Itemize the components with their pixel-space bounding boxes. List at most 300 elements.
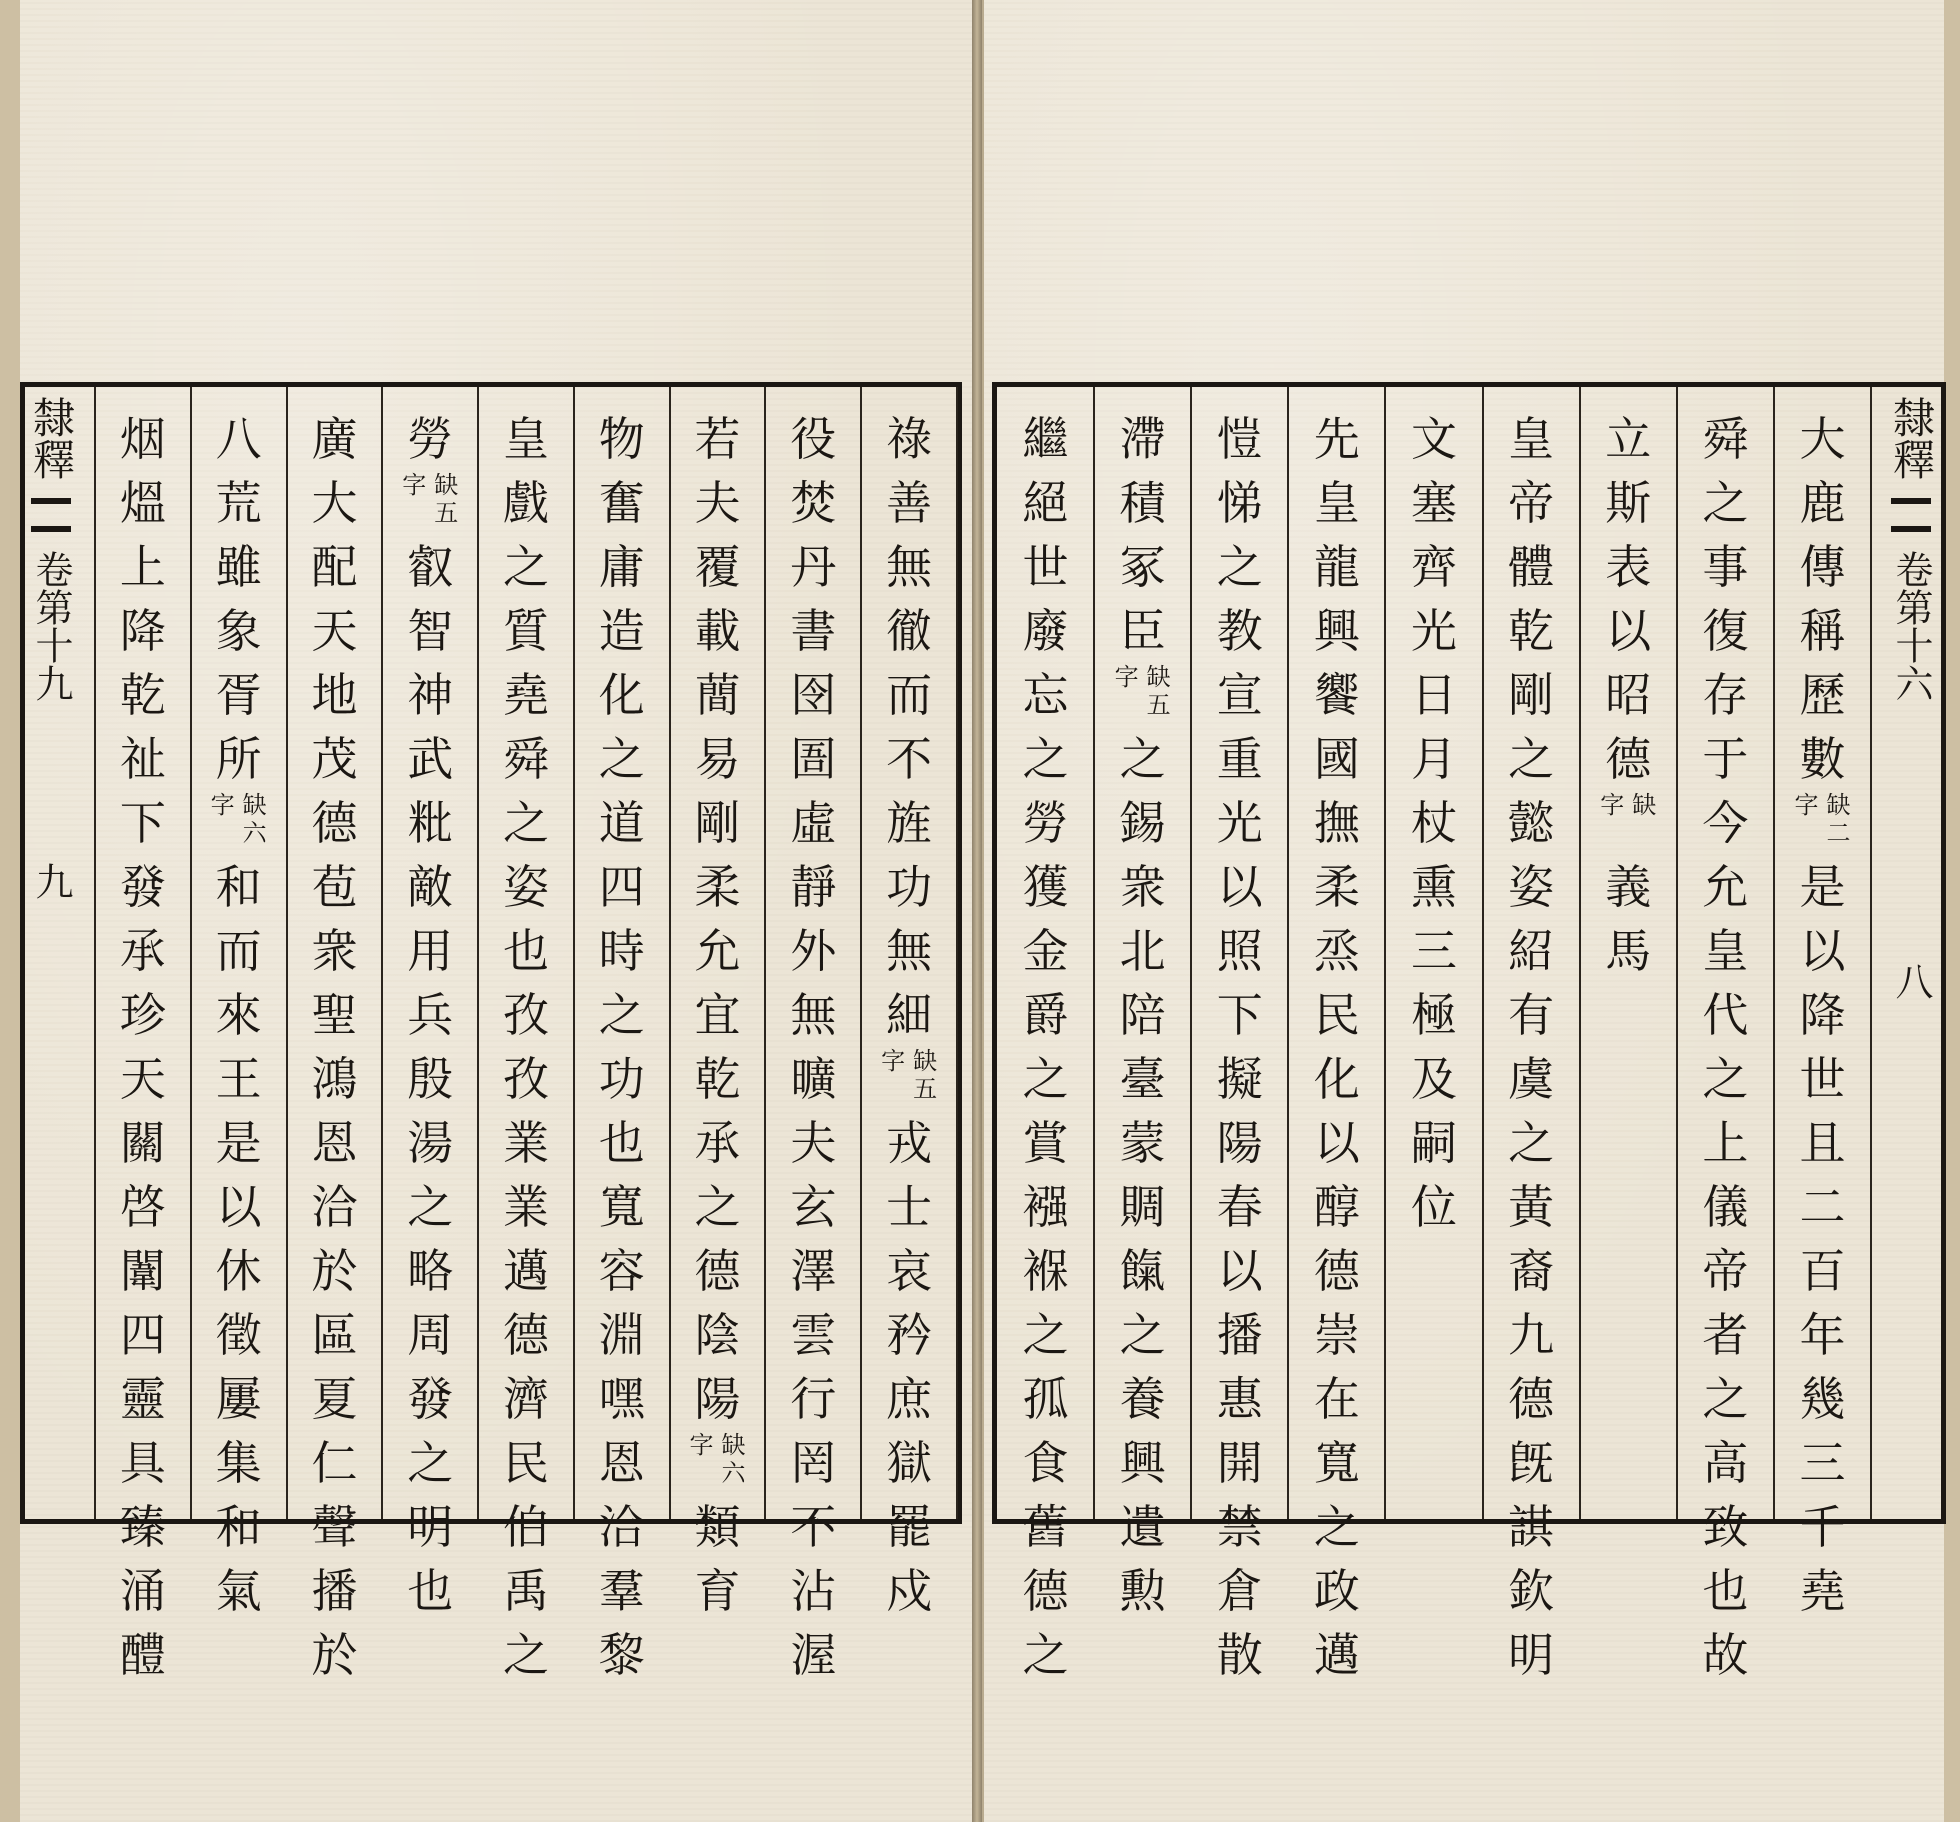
character: 渥	[790, 1628, 837, 1682]
character: 降	[1799, 988, 1846, 1042]
text-column	[394, 407, 466, 1623]
character: 於	[311, 1244, 358, 1298]
text-column	[107, 407, 179, 1687]
character: 鴻	[311, 1052, 358, 1106]
character: 孜	[503, 1052, 549, 1106]
text-column	[1592, 407, 1664, 983]
text-column	[873, 407, 945, 1623]
character: 之	[1022, 1628, 1069, 1682]
character: 造	[598, 604, 645, 658]
character: 養	[1119, 1372, 1166, 1426]
character: 乾	[694, 1052, 741, 1106]
character: 類	[694, 1500, 741, 1554]
character: 義	[1605, 860, 1652, 914]
character: 獄	[886, 1436, 933, 1490]
character: 洽	[311, 1180, 358, 1234]
character: 叡	[407, 540, 454, 594]
character: 兵	[407, 988, 454, 1042]
character: 之	[1022, 1052, 1069, 1106]
character: 塞	[1411, 476, 1457, 530]
lacuna-note-line: 字	[881, 1047, 906, 1075]
lacuna-note-line: 字	[1600, 791, 1625, 819]
character: 之	[1508, 1116, 1555, 1170]
character: 具	[119, 1436, 166, 1490]
character: 略	[407, 1244, 454, 1298]
character: 和	[215, 1500, 262, 1554]
column-rule	[1190, 387, 1192, 1519]
character: 堯	[503, 668, 549, 722]
character: 載	[694, 604, 741, 658]
right-margin-title: 隸釋	[1887, 396, 1936, 480]
character: 黎	[598, 1628, 645, 1682]
character: 啓	[119, 1180, 166, 1234]
lacuna-note	[881, 1047, 937, 1111]
character: 播	[311, 1564, 358, 1618]
character: 宣	[1216, 668, 1263, 722]
character: 荒	[215, 476, 262, 530]
lacuna-note	[1115, 663, 1171, 727]
character: 明	[407, 1500, 454, 1554]
column-rule	[573, 387, 575, 1519]
character: 是	[1799, 860, 1846, 914]
lacuna-note-line: 缺	[1632, 791, 1657, 819]
character: 且	[1799, 1116, 1846, 1170]
character: 茂	[311, 732, 358, 786]
character: 爵	[1022, 988, 1069, 1042]
character: 也	[407, 1564, 454, 1618]
lacuna-note-line: 缺 五	[434, 471, 459, 527]
character: 皇	[1313, 476, 1360, 530]
character: 乾	[119, 668, 166, 722]
text-column	[1204, 407, 1276, 1687]
character: 先	[1313, 412, 1360, 466]
character: 禹	[503, 1564, 549, 1618]
character: 發	[407, 1372, 454, 1426]
character: 懿	[1508, 796, 1555, 850]
left-margin-title: 隸釋	[27, 396, 76, 480]
character: 之	[694, 1180, 741, 1234]
character: 不	[790, 1500, 837, 1554]
character: 獲	[1022, 860, 1069, 914]
character: 遺	[1119, 1500, 1166, 1554]
column-rule	[956, 387, 958, 1519]
character: 羣	[598, 1564, 645, 1618]
character: 智	[407, 604, 454, 658]
character: 伯	[503, 1500, 549, 1554]
character: 易	[694, 732, 741, 786]
character: 禁	[1216, 1500, 1263, 1554]
text-column	[1786, 407, 1858, 1623]
character: 臻	[119, 1500, 166, 1554]
character: 湯	[407, 1116, 454, 1170]
character: 勲	[1119, 1564, 1166, 1618]
column-rule	[860, 387, 862, 1519]
character: 邁	[1313, 1628, 1360, 1682]
character: 事	[1702, 540, 1749, 594]
character: 士	[886, 1180, 933, 1234]
character: 所	[215, 732, 262, 786]
character: 食	[1022, 1436, 1069, 1490]
character: 存	[1702, 668, 1749, 722]
character: 之	[1702, 1372, 1749, 1426]
character: 之	[503, 796, 549, 850]
lacuna-note-line: 字	[402, 471, 427, 499]
character: 滯	[1119, 412, 1166, 466]
character: 褓	[1022, 1244, 1069, 1298]
character: 仁	[311, 1436, 358, 1490]
text-column	[1301, 407, 1373, 1687]
lacuna-note-line: 字	[210, 791, 235, 819]
character: 皇	[1508, 412, 1555, 466]
character: 罔	[790, 1436, 837, 1490]
lacuna-note-line: 缺 六	[242, 791, 267, 847]
character: 月	[1411, 732, 1457, 786]
character: 陪	[1119, 988, 1166, 1042]
character: 象	[215, 604, 262, 658]
character: 明	[1508, 1628, 1555, 1682]
character: 德	[311, 796, 358, 850]
character: 之	[407, 1436, 454, 1490]
character: 罷	[886, 1500, 933, 1554]
character: 餼	[1119, 1244, 1166, 1298]
column-rule	[1482, 387, 1484, 1519]
character: 惠	[1216, 1372, 1263, 1426]
character: 舜	[1702, 412, 1749, 466]
character: 神	[407, 668, 454, 722]
right-text-frame	[992, 382, 1946, 1682]
character: 育	[694, 1564, 741, 1618]
character: 德	[1508, 1372, 1555, 1426]
column-rule	[1093, 387, 1095, 1519]
character: 擬	[1216, 1052, 1263, 1106]
character: 杖	[1411, 796, 1457, 850]
column-rule	[1676, 387, 1678, 1519]
character: 物	[598, 412, 645, 466]
character: 雲	[790, 1308, 837, 1362]
character: 虛	[790, 796, 837, 850]
character: 𠄘	[119, 924, 166, 978]
character: 龍	[1313, 540, 1360, 594]
lacuna-note-line: 字	[1794, 791, 1819, 819]
character: 蒙	[1119, 1116, 1166, 1170]
character: 以	[1313, 1116, 1360, 1170]
character: 恩	[598, 1436, 645, 1490]
lacuna-note	[402, 471, 458, 535]
character: 忘	[1022, 668, 1069, 722]
character: 奮	[598, 476, 645, 530]
character: 功	[598, 1052, 645, 1106]
character: 𠄘	[694, 1116, 741, 1170]
left-text-frame	[20, 382, 962, 1682]
character: 德	[1313, 1244, 1360, 1298]
character: 德	[1022, 1564, 1069, 1618]
character: 戍	[886, 1564, 933, 1618]
character: 之	[1119, 1308, 1166, 1362]
character: 年	[1799, 1308, 1846, 1362]
character: 金	[1022, 924, 1069, 978]
character: 之	[1216, 540, 1263, 594]
character: 之	[1119, 732, 1166, 786]
character: 醇	[1313, 1180, 1360, 1234]
character: 帝	[1702, 1244, 1749, 1298]
text-column	[1495, 407, 1567, 1687]
character: 殷	[407, 1052, 454, 1106]
character: 國	[1313, 732, 1360, 786]
character: 胥	[215, 668, 262, 722]
character: 醴	[119, 1628, 166, 1682]
character: 功	[886, 860, 933, 914]
character: 之	[1313, 1500, 1360, 1554]
character: 九	[1508, 1308, 1555, 1362]
character: 四	[598, 860, 645, 914]
character: 春	[1216, 1180, 1263, 1234]
character: 天	[311, 604, 358, 658]
character: 邁	[503, 1244, 549, 1298]
character: 廢	[1022, 604, 1069, 658]
character: 今	[1702, 796, 1749, 850]
text-column	[777, 407, 849, 1687]
character: 冢	[1119, 540, 1166, 594]
character: 高	[1702, 1436, 1749, 1490]
character: 允	[1702, 860, 1749, 914]
character: 化	[598, 668, 645, 722]
text-column	[490, 407, 562, 1687]
character: 之	[1022, 732, 1069, 786]
character: 來	[215, 988, 262, 1042]
character: 發	[119, 860, 166, 914]
character: 教	[1216, 604, 1263, 658]
character: 之	[1702, 1052, 1749, 1106]
character: 賞	[1022, 1116, 1069, 1170]
character: 無	[886, 540, 933, 594]
character: 關	[119, 1116, 166, 1170]
character: 役	[790, 412, 837, 466]
character: 積	[1119, 476, 1166, 530]
character: 靈	[119, 1372, 166, 1426]
character: 苞	[311, 860, 358, 914]
character: 照	[1216, 924, 1263, 978]
character: 廣	[311, 412, 358, 466]
character: 德	[503, 1308, 549, 1362]
character: 用	[407, 924, 454, 978]
character: 烝	[1313, 924, 1360, 978]
character: 和	[215, 860, 262, 914]
character: 民	[1313, 988, 1360, 1042]
character: 而	[886, 668, 933, 722]
column-rule	[190, 387, 192, 1519]
character: 之	[598, 988, 645, 1042]
character: 降	[119, 604, 166, 658]
character: 也	[598, 1116, 645, 1170]
column-rule	[1773, 387, 1775, 1519]
character: 姿	[503, 860, 549, 914]
character: 休	[215, 1244, 262, 1298]
text-column	[1689, 407, 1761, 1687]
character: 庶	[886, 1372, 933, 1426]
column-rule	[1384, 387, 1386, 1519]
text-column	[586, 407, 658, 1687]
character: 大	[1799, 412, 1846, 466]
character: 文	[1411, 412, 1457, 466]
book-gutter	[972, 0, 982, 1822]
character: 錫	[1119, 796, 1166, 850]
character: 善	[886, 476, 933, 530]
character: 興	[1119, 1436, 1166, 1490]
character: 舊	[1022, 1500, 1069, 1554]
character: 之	[503, 1628, 549, 1682]
character: 覆	[694, 540, 741, 594]
lacuna-note-line: 缺 二	[1826, 791, 1851, 847]
character: 敵	[407, 860, 454, 914]
character: 民	[503, 1436, 549, 1490]
character: 臺	[1119, 1052, 1166, 1106]
column-rule	[1870, 387, 1872, 1519]
character: 烟	[119, 412, 166, 466]
text-column	[1107, 407, 1179, 1623]
character: 撫	[1313, 796, 1360, 850]
character: 千	[1799, 1500, 1846, 1554]
character: 儀	[1702, 1180, 1749, 1234]
character: 時	[598, 924, 645, 978]
character: 質	[503, 604, 549, 658]
character: 曠	[790, 1052, 837, 1106]
character: 倉	[1216, 1564, 1263, 1618]
column-rule	[477, 387, 479, 1519]
character: 光	[1411, 604, 1457, 658]
character: 馬	[1605, 924, 1652, 978]
lacuna-note	[690, 1431, 746, 1495]
character: 之	[503, 540, 549, 594]
character: 無	[790, 988, 837, 1042]
character: 剛	[694, 796, 741, 850]
character: 地	[311, 668, 358, 722]
character: 齊	[1411, 540, 1457, 594]
character: 二	[1799, 1180, 1846, 1234]
character: 澤	[790, 1244, 837, 1298]
character: 闈	[119, 1244, 166, 1298]
character: 粃	[407, 796, 454, 850]
character: 旌	[886, 796, 933, 850]
character: 珍	[119, 988, 166, 1042]
character: 姿	[1508, 860, 1555, 914]
character: 虞	[1508, 1052, 1555, 1106]
character: 以	[1799, 924, 1846, 978]
lacuna-note	[1600, 791, 1656, 855]
character: 勞	[1022, 796, 1069, 850]
character: 徵	[215, 1308, 262, 1362]
character: 孜	[503, 988, 549, 1042]
character: 徹	[886, 604, 933, 658]
character: 以	[1216, 860, 1263, 914]
character: 淵	[598, 1308, 645, 1362]
character: 繼	[1022, 412, 1069, 466]
character: 致	[1702, 1500, 1749, 1554]
lacuna-note-line: 字	[1114, 663, 1139, 691]
character: 也	[1702, 1564, 1749, 1618]
character: 旣	[1508, 1436, 1555, 1490]
character: 區	[311, 1308, 358, 1362]
character: 體	[1508, 540, 1555, 594]
character: 稱	[1799, 604, 1846, 658]
character: 戲	[503, 476, 549, 530]
column-rule	[286, 387, 288, 1519]
character: 三	[1411, 924, 1457, 978]
character: 陰	[694, 1308, 741, 1362]
character: 靜	[790, 860, 837, 914]
character: 行	[790, 1372, 837, 1426]
character: 帝	[1508, 476, 1555, 530]
character: 皇	[1702, 924, 1749, 978]
character: 絕	[1022, 476, 1069, 530]
character: 上	[119, 540, 166, 594]
character: 圄	[790, 732, 837, 786]
character: 允	[694, 924, 741, 978]
character: 三	[1799, 1436, 1846, 1490]
character: 黃	[1508, 1180, 1555, 1234]
character: 勞	[407, 412, 454, 466]
character: 外	[790, 924, 837, 978]
character: 欽	[1508, 1564, 1555, 1618]
character: 周	[407, 1308, 454, 1362]
character: 祿	[886, 412, 933, 466]
character: 陽	[694, 1372, 741, 1426]
character: 天	[119, 1052, 166, 1106]
character: 玄	[790, 1180, 837, 1234]
column-rule	[1287, 387, 1289, 1519]
character: 及	[1411, 1052, 1457, 1106]
character: 洽	[598, 1500, 645, 1554]
character: 四	[119, 1308, 166, 1362]
character: 悌	[1216, 476, 1263, 530]
character: 以	[1605, 604, 1652, 658]
character: 傳	[1799, 540, 1846, 594]
character: 涌	[119, 1564, 166, 1618]
character: 表	[1605, 540, 1652, 594]
character: 孤	[1022, 1372, 1069, 1426]
character: 德	[1605, 732, 1652, 786]
character: 剛	[1508, 668, 1555, 722]
column-rule	[669, 387, 671, 1519]
lacuna-note	[211, 791, 267, 855]
character: 容	[598, 1244, 645, 1298]
character: 丹	[790, 540, 837, 594]
text-column	[1398, 407, 1470, 1239]
character: 聖	[311, 988, 358, 1042]
lacuna-note	[1794, 791, 1850, 855]
right-margin-page: 八	[1889, 962, 1933, 1000]
character: 故	[1702, 1628, 1749, 1682]
character: 斯	[1605, 476, 1652, 530]
lacuna-note-line: 字	[689, 1431, 714, 1459]
character: 北	[1119, 924, 1166, 978]
character: 夫	[694, 476, 741, 530]
character: 柔	[1313, 860, 1360, 914]
character: 日	[1411, 668, 1457, 722]
character: 幾	[1799, 1372, 1846, 1426]
character: 襁	[1022, 1180, 1069, 1234]
lacuna-note-line: 缺 六	[721, 1431, 746, 1487]
character: 紹	[1508, 924, 1555, 978]
text-column	[1010, 407, 1082, 1687]
character: 王	[215, 1052, 262, 1106]
character: 代	[1702, 988, 1749, 1042]
column-rule	[381, 387, 383, 1519]
character: 堯	[1799, 1564, 1846, 1618]
character: 臣	[1119, 604, 1166, 658]
character: 是	[215, 1116, 262, 1170]
character: 愷	[1216, 412, 1263, 466]
character: 濟	[503, 1372, 549, 1426]
